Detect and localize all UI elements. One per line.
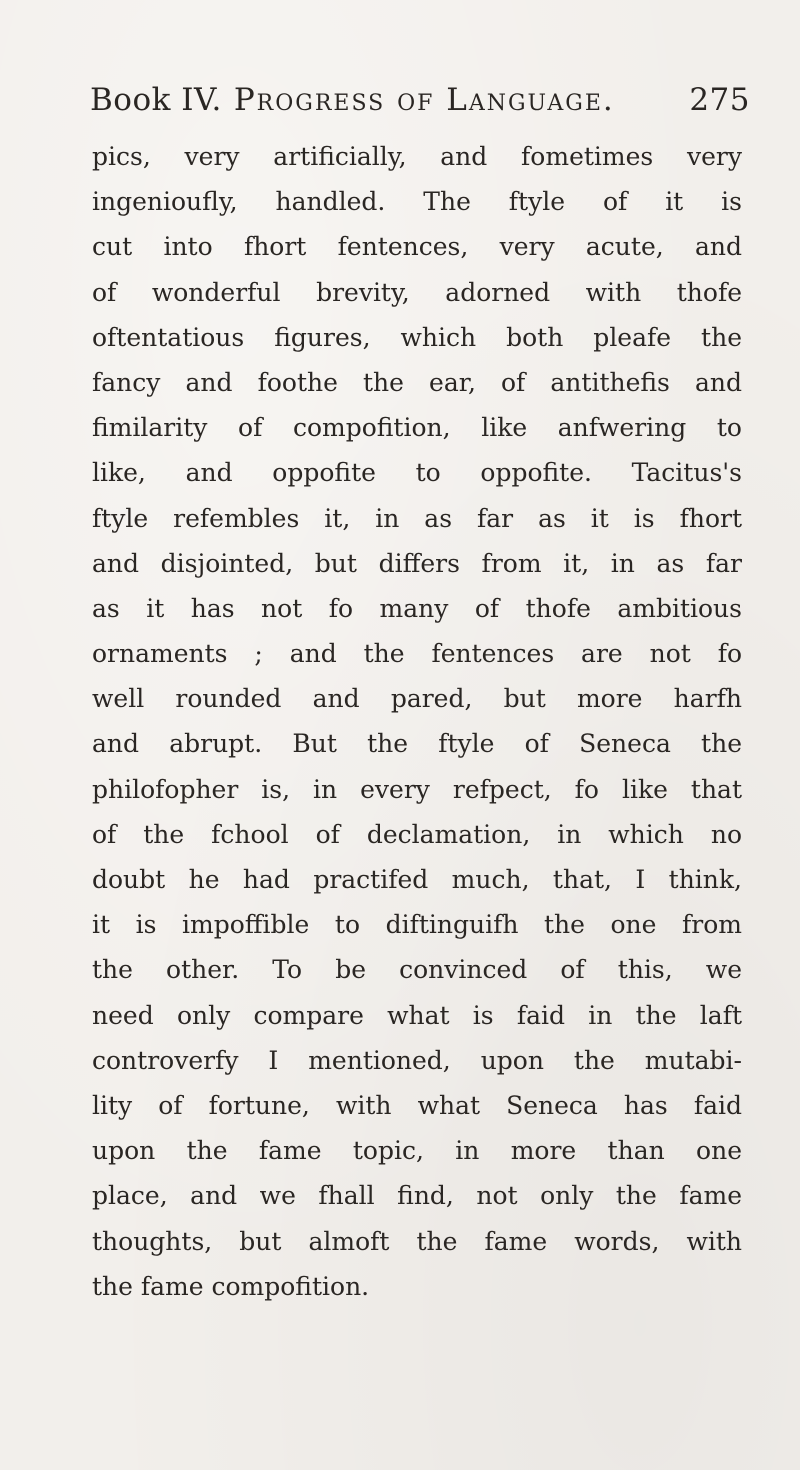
running-head	[90, 82, 750, 122]
text-line: fancy and foothe the ear, of antithefis and	[92, 367, 742, 397]
text-line: lity of fortune, with what Seneca has faid	[92, 1090, 742, 1120]
text-line: like, and oppofite to oppofite. Tacitus's	[92, 458, 742, 488]
text-line: ornaments ; and the fentences are not fo	[92, 639, 742, 669]
text-line: it is impoffible to diftinguifh the one from	[92, 910, 742, 940]
text-line: the other. To be convinced of this, we	[92, 955, 742, 985]
text-line: controverfy I mentioned, upon the mutabi-	[92, 1045, 742, 1075]
book-number: Book IV.	[90, 82, 222, 118]
text-line: thoughts, but almoft the fame words, with	[92, 1226, 742, 1256]
text-line: of wonderful brevity, adorned with thofe	[92, 277, 742, 307]
text-line: ftyle refembles it, in as far as it is fhort	[92, 503, 742, 533]
text-line: fimilarity of compofition, like anfwering to	[92, 413, 742, 443]
body-text	[92, 134, 742, 1309]
text-line: the fame compofition.	[92, 1271, 370, 1301]
chapter-title: Progress of Language.	[233, 82, 615, 118]
text-line: pics, very artificially, and fometimes very	[92, 142, 742, 171]
text-line: oftentatious figures, which both pleafe the	[92, 322, 742, 352]
text-line: as it has not fo many of thofe ambitious	[92, 593, 742, 623]
text-line: cut into fhort fentences, very acute, and	[92, 232, 742, 262]
text-line: well rounded and pared, but more harfh	[92, 684, 742, 714]
page-number: 275	[689, 82, 750, 118]
text-line: philofopher is, in every refpect, fo like that	[92, 774, 742, 804]
text-line: and disjointed, but differs from it, in as far	[92, 548, 742, 578]
text-line: place, and we fhall find, not only the fame	[92, 1181, 742, 1211]
text-line: upon the fame topic, in more than one	[92, 1136, 742, 1166]
text-line: need only compare what is faid in the laft	[92, 1000, 742, 1030]
text-line: doubt he had practifed much, that, I think,	[92, 865, 742, 894]
text-line: and abrupt. But the ftyle of Seneca the	[92, 729, 742, 759]
text-line: of the fchool of declamation, in which no	[92, 819, 742, 849]
text-line: ingenioufly, handled. The ftyle of it is	[92, 187, 742, 217]
